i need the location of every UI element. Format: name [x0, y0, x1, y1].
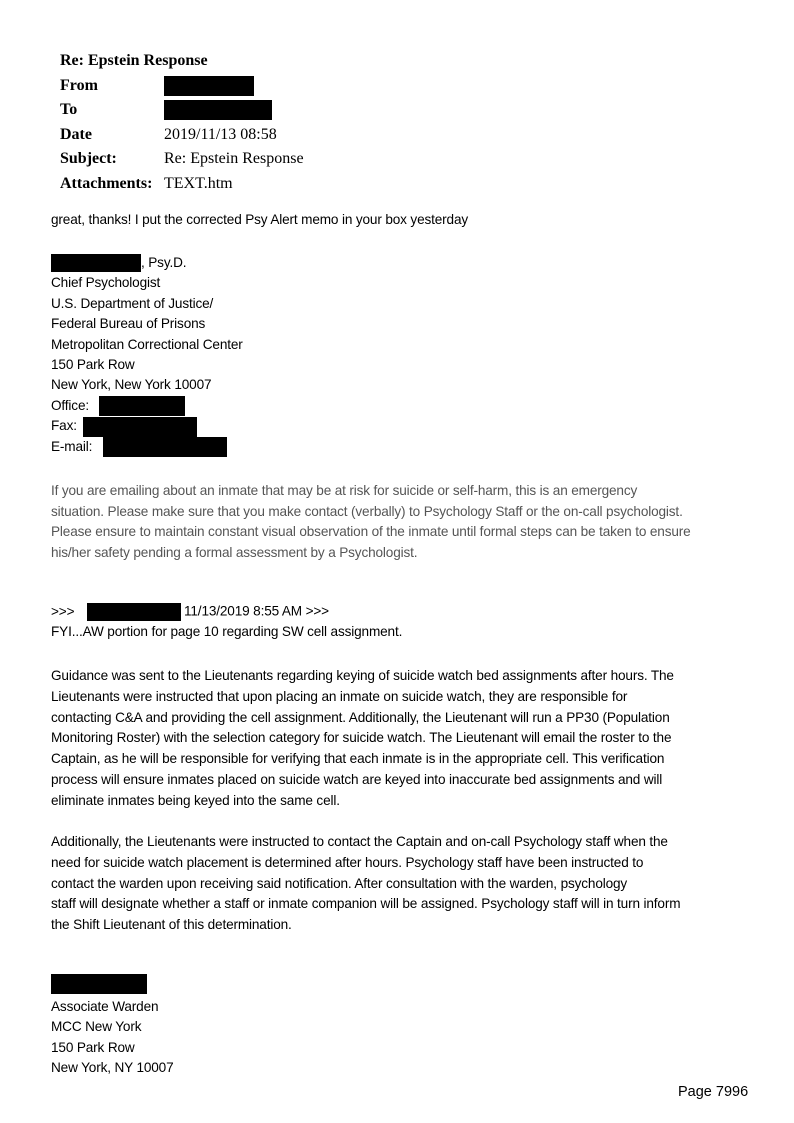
quoted-header — [51, 603, 329, 621]
header-date-row — [60, 124, 304, 149]
redaction-box — [83, 417, 197, 437]
signature-line: New York, New York 10007 — [51, 377, 212, 393]
redaction-box — [99, 396, 185, 416]
paragraph-line: staff will designate whether a staff or inmate companion will be assigned. Psychology staff will in turn inform — [51, 896, 681, 912]
redaction-box — [87, 603, 181, 621]
signature-name-line — [51, 253, 751, 273]
disclaimer-line: Please ensure to maintain constant visual observation of the inmate until formal steps can be taken to ensure — [51, 524, 691, 539]
disclaimer-line: his/her safety pending a formal assessment by a Psychologist. — [51, 544, 418, 560]
paragraph-line: need for suicide watch placement is determined after hours. Psychology staff have been instructed to — [51, 854, 644, 870]
signature-line: 150 Park Row — [51, 356, 135, 372]
email-label: E-mail: — [51, 438, 93, 454]
quote-prefix: >>> — [51, 603, 75, 619]
from-label: From — [60, 76, 98, 94]
header-attachments-row — [60, 173, 304, 198]
subject-label: Subject: — [60, 150, 117, 167]
signature-line: Federal Bureau of Prisons — [51, 316, 206, 332]
subject-value: Re: Epstein Response — [164, 150, 304, 167]
office-label: Office: — [51, 397, 89, 413]
disclaimer — [51, 481, 751, 563]
redaction-box — [103, 437, 227, 457]
fax-label: Fax: — [51, 418, 77, 434]
date-value: 2019/11/13 08:58 — [164, 125, 277, 143]
signature-credential: , Psy.D. — [141, 255, 187, 270]
redaction-box — [164, 76, 254, 96]
signature-office-line — [51, 396, 751, 416]
paragraph-line: process will ensure inmates placed on suicide watch are keyed into inaccurate bed assignments and will — [51, 771, 663, 787]
redaction-box — [51, 974, 147, 994]
signature-fax-line — [51, 416, 751, 436]
signature-line: New York, NY 10007 — [51, 1060, 174, 1076]
signature-line: 150 Park Row — [51, 1039, 135, 1055]
paragraph-line: Lieutenants were instructed that upon placing an inmate on suicide watch, they are responsible for — [51, 688, 628, 704]
quoted-paragraph-2 — [51, 832, 751, 936]
disclaimer-line: situation. Please make sure that you make contact (verbally) to Psychology Staff or the on-call psychologist. — [51, 503, 683, 519]
signature-line: MCC New York — [51, 1019, 142, 1035]
redaction-box — [164, 100, 272, 120]
paragraph-line: Additionally, the Lieutenants were instructed to contact the Captain and on-call Psychology staff when the — [51, 834, 668, 849]
associate-warden-signature — [51, 997, 751, 1079]
paragraph-line: the Shift Lieutenant of this determination. — [51, 917, 292, 933]
quoted-paragraph-1 — [51, 666, 751, 812]
to-label: To — [60, 101, 78, 118]
quoted-fyi: FYI...AW portion for page 10 regarding SW cell assignment. — [51, 624, 403, 639]
paragraph-line: contact the warden upon receiving said notification. After consultation with the warden, psychology — [51, 875, 628, 891]
paragraph-line: contacting C&A and providing the cell assignment. Additionally, the Lieutenant will run a PP30 (Population — [51, 709, 670, 725]
attachments-label: Attachments: — [60, 174, 153, 192]
paragraph-line: eliminate inmates being keyed into the same cell. — [51, 792, 340, 808]
paragraph-line: Guidance was sent to the Lieutenants regarding keying of suicide watch bed assignments after hours. The — [51, 668, 674, 683]
signature-email-line — [51, 437, 751, 457]
redaction-box — [51, 254, 141, 272]
email-title: Re: Epstein Response — [60, 52, 208, 69]
page-number: Page 7996 — [678, 1084, 749, 1100]
date-label: Date — [60, 125, 92, 143]
header-subject-row — [60, 148, 304, 173]
paragraph-line: Monitoring Roster) with the selection category for suicide watch. The Lieutenant will email the roster to the — [51, 730, 672, 746]
paragraph-line: Captain, as he will be responsible for verifying that each inmate is in the appropriate cell. This verification — [51, 751, 665, 767]
quoted-timestamp: 11/13/2019 8:55 AM >>> — [184, 603, 329, 619]
disclaimer-line: If you are emailing about an inmate that may be at risk for suicide or self-harm, this is an emergency — [51, 483, 638, 498]
signature-line: U.S. Department of Justice/ — [51, 295, 214, 311]
header-to-row — [60, 99, 304, 124]
header-title-row — [60, 50, 304, 75]
signature-block — [51, 253, 751, 457]
signature-line: Metropolitan Correctional Center — [51, 336, 243, 352]
email-header — [60, 50, 304, 197]
reply-text: great, thanks! I put the corrected Psy Alert memo in your box yesterday — [51, 212, 469, 227]
attachments-value: TEXT.htm — [164, 174, 233, 192]
signature-line: Associate Warden — [51, 999, 159, 1014]
signature-line: Chief Psychologist — [51, 275, 161, 291]
header-from-row — [60, 75, 304, 100]
